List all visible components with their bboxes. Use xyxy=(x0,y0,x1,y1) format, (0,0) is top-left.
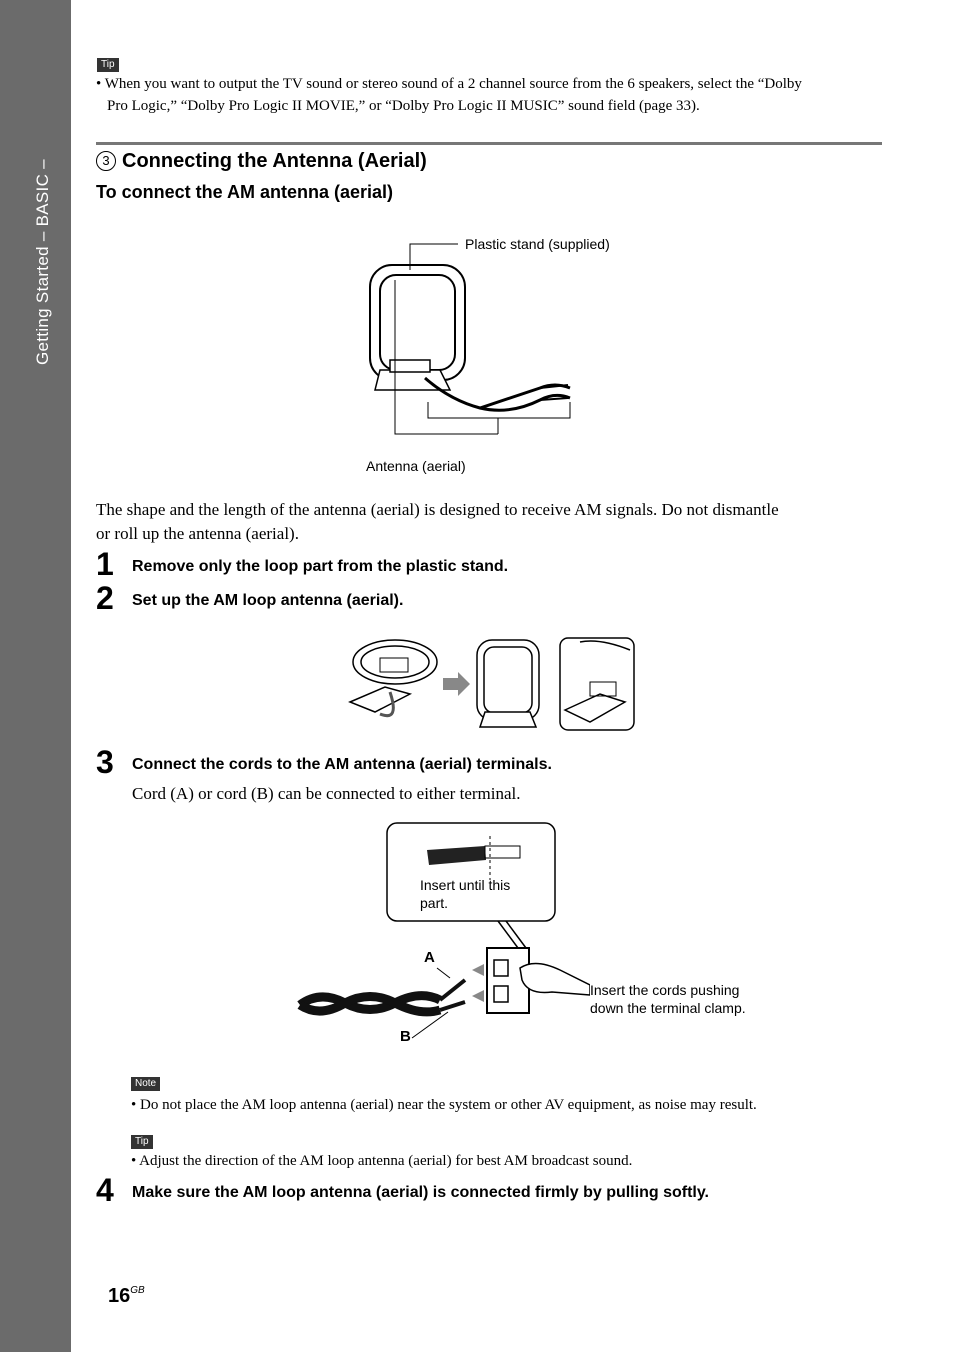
section-subtitle: To connect the AM antenna (aerial) xyxy=(96,182,394,202)
label-antenna: Antenna (aerial) xyxy=(366,458,466,474)
note-text: • Do not place the AM loop antenna (aerial) near the system or other AV equipment, as noise may result. xyxy=(131,1097,757,1113)
callout-text-line2: part. xyxy=(420,895,449,911)
label-cord-b: B xyxy=(400,1028,411,1045)
label-plastic-stand: Plastic stand (supplied) xyxy=(465,236,610,252)
tip-text-line2: Pro Logic,” “Dolby Pro Logic II MOVIE,” or “Dolby Pro Logic II MUSIC” sound field (page 33). xyxy=(107,98,700,114)
antenna-figure xyxy=(340,230,640,450)
page-number xyxy=(108,1285,145,1308)
step-2-number: 2 xyxy=(96,580,114,616)
tip-badge: Tip xyxy=(97,58,119,72)
section-rule xyxy=(96,142,882,145)
antenna-setup-figure xyxy=(340,632,640,737)
step-4-text: Make sure the AM loop antenna (aerial) is connected firmly by pulling softly. xyxy=(132,1184,709,1201)
label-cord-a: A xyxy=(424,949,435,966)
page-number-suffix: GB xyxy=(130,1285,145,1296)
intro-line2: or roll up the antenna (aerial). xyxy=(96,524,299,543)
step-1-text: Remove only the loop part from the plastic stand. xyxy=(132,558,509,575)
step-1-number: 1 xyxy=(96,546,114,582)
section-title-text: Connecting the Antenna (Aerial) xyxy=(122,150,427,172)
note-badge: Note xyxy=(131,1077,160,1091)
section-number: 3 xyxy=(96,151,116,171)
step-3-text: Connect the cords to the AM antenna (aerial) terminals. xyxy=(132,756,552,773)
page-number-value: 16 xyxy=(108,1285,131,1307)
step-3-number: 3 xyxy=(96,744,114,780)
tip-text-line1: • When you want to output the TV sound or stereo sound of a 2 channel source from the 6 speakers, select the “Dolby xyxy=(96,76,802,92)
clamp-text-line2: down the terminal clamp. xyxy=(590,1000,746,1016)
intro-line1: The shape and the length of the antenna (aerial) is designed to receive AM signals. Do not dismantle xyxy=(96,500,779,519)
tip2-badge: Tip xyxy=(131,1135,153,1149)
step-2-text: Set up the AM loop antenna (aerial). xyxy=(132,592,404,609)
terminal-figure xyxy=(290,820,590,1050)
callout-text-line1: Insert until this xyxy=(420,877,511,893)
step-3-subtext: Cord (A) or cord (B) can be connected to either terminal. xyxy=(132,784,521,803)
clamp-text-line1: Insert the cords pushing xyxy=(590,982,740,998)
step-4-number: 4 xyxy=(96,1172,114,1208)
sidebar-label: Getting Started – BASIC – xyxy=(33,159,52,365)
section-title xyxy=(96,150,427,173)
tip2-text: • Adjust the direction of the AM loop antenna (aerial) for best AM broadcast sound. xyxy=(131,1153,633,1169)
